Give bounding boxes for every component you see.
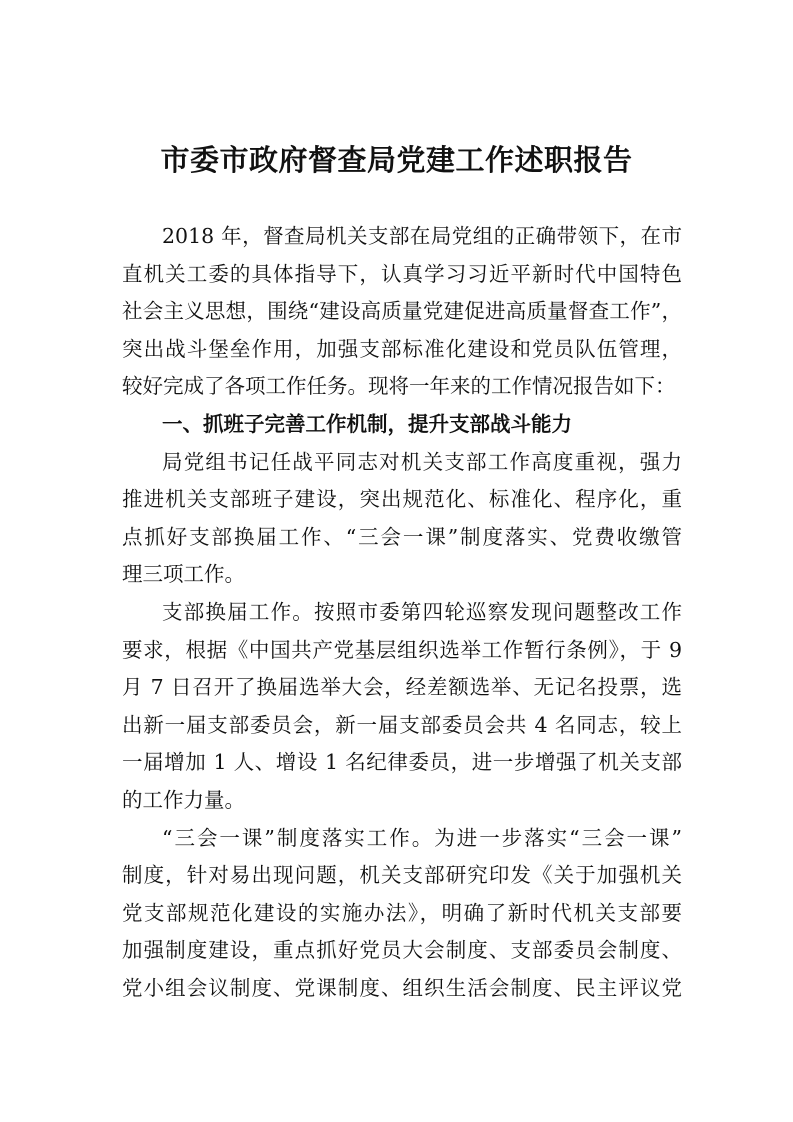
text-line: 月 7 日召开了换届选举大会，经差额选举、无记名投票，选 [122,675,682,700]
text-line: 党小组会议制度、党课制度、组织生活会制度、民主评议党 [122,975,682,1000]
document-title: 市委市政府督查局党建工作述职报告 [160,143,633,177]
text-line: 加强制度建设，重点抓好党员大会制度、支部委员会制度、 [122,938,682,963]
text-line: 一、抓班子完善工作机制，提升支部战斗能力 [162,411,572,436]
text-line: 点抓好支部换届工作、“三会一课”制度落实、党费收缴管 [122,524,682,549]
text-line: 直机关工委的具体指导下，认真学习习近平新时代中国特色 [122,261,682,286]
text-line: 理三项工作。 [122,562,245,587]
text-line: 突出战斗堡垒作用，加强支部标准化建设和党员队伍管理， [122,336,682,361]
text-line: 推进机关支部班子建设，突出规范化、标准化、程序化，重 [122,487,682,512]
paragraph [122,444,682,594]
text-line: 一届增加 1 人、增设 1 名纪律委员，进一步增强了机关支部 [122,750,682,775]
text-line: 支部换届工作。按照市委第四轮巡察发现问题整改工作 [162,599,682,624]
paragraph [122,820,682,1008]
text-line: 社会主义思想，围绕“建设高质量党建促进高质量督查工作”， [122,299,682,324]
text-line: 较好完成了各项工作任务。现将一年来的工作情况报告如下： [122,374,676,399]
text-line: 2018 年，督查局机关支部在局党组的正确带领下，在市 [162,224,682,248]
text-line: 制度，针对易出现问题，机关支部研究印发《关于加强机关 [122,863,682,888]
paragraph [122,594,682,820]
text-line: 的工作力量。 [122,787,245,812]
text-line: 出新一届支部委员会，新一届支部委员会共 4 名同志，较上 [122,712,682,737]
document-body [122,218,682,1007]
text-line: 局党组书记任战平同志对机关支部工作高度重视，强力 [162,449,682,474]
section-heading [122,406,682,444]
text-line: 党支部规范化建设的实施办法》，明确了新时代机关支部要 [122,900,682,925]
text-line: “三会一课”制度落实工作。为进一步落实“三会一课” [162,825,682,850]
text-line: 要求，根据《中国共产党基层组织选举工作暂行条例》，于 9 [122,637,682,662]
paragraph [122,218,682,406]
